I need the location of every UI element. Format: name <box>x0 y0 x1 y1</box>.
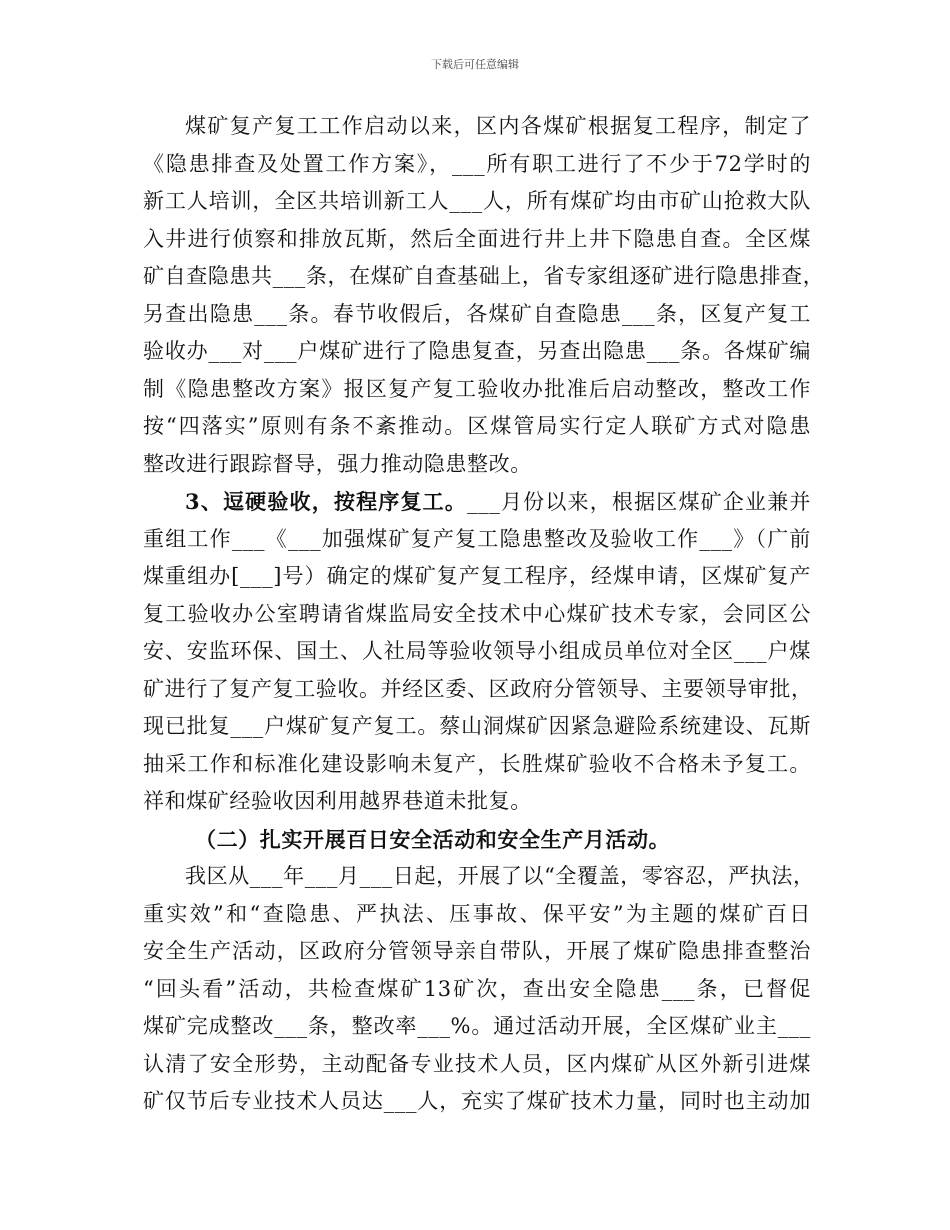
paragraph-line: “回头看”活动，共检查煤矿13矿次，查出安全隐患___条，已督促 <box>143 976 811 1001</box>
paragraph-line: 重组工作___《___加强煤矿复产复工隐患整改及验收工作___》（广前 <box>143 526 811 551</box>
paragraph-line: 制《隐患整改方案》报区复产复工验收办批准后启动整改，整改工作 <box>143 376 811 401</box>
paragraph-line: 安全生产活动，区政府分管领导亲自带队，开展了煤矿隐患排查整治 <box>143 939 811 963</box>
paragraph-line: 验收办___对___户煤矿进行了隐患复查，另查出隐患___条。各煤矿编 <box>143 339 811 363</box>
paragraph-line: 抽采工作和标准化建设影响未复产，长胜煤矿验收不合格未予复工。 <box>143 751 811 776</box>
paragraph-line: 复工验收办公室聘请省煤监局安全技术中心煤矿技术专家，会同区公 <box>143 601 811 626</box>
paragraph-line: 煤矿完成整改___条，整改率___%。通过活动开展，全区煤矿业主___ <box>143 1014 811 1038</box>
paragraph-line: 《隐患排查及处置工作方案》，___所有职工进行了不少于72学时的 <box>143 151 811 176</box>
paragraph-line <box>143 483 811 521</box>
paragraph-line: 矿进行了复产复工验收。并经区委、区政府分管领导、主要领导审批， <box>143 676 813 701</box>
paragraph-line: 祥和煤矿经验收因利用越界巷道未批复。 <box>143 789 532 813</box>
paragraph-line: 我区从___年___月___日起，开展了以“全覆盖，零容忍，严执法， <box>185 864 815 888</box>
paragraph-text: ___月份以来，根据区煤矿企业兼并 <box>467 490 811 514</box>
paragraph-line: 矿仅节后专业技术人员达___人，充实了煤矿技术力量，同时也主动加 <box>143 1089 811 1113</box>
paragraph-line: 煤矿复产复工工作启动以来，区内各煤矿根据复工程序，制定了 <box>185 114 811 138</box>
paragraph-line: 现已批复___户煤矿复产复工。蔡山洞煤矿因紧急避险系统建设、瓦斯 <box>143 714 811 738</box>
section-heading-inline: 3、逗硬验收，按程序复工。 <box>185 489 468 514</box>
paragraph-line: 新工人培训，全区共培训新工人___人，所有煤矿均由市矿山抢救大队 <box>143 189 811 213</box>
paragraph-line: 整改进行跟踪督导，强力推动隐患整改。 <box>143 451 532 476</box>
section-heading: （二）扎实开展百日安全活动和安全生产月活动。 <box>195 826 671 852</box>
paragraph-line: 煤重组办[___]号）确定的煤矿复产复工程序，经煤申请，区煤矿复产 <box>143 564 811 588</box>
document-body <box>143 108 825 1121</box>
paragraph-line: 按“四落实”原则有条不紊推动。区煤管局实行定人联矿方式对隐患 <box>143 414 811 438</box>
page-header: 下载后可任意编辑 <box>431 58 519 71</box>
paragraph-line: 另查出隐患___条。春节收假后，各煤矿自查隐患___条，区复产复工 <box>143 301 811 326</box>
paragraph-line: 认清了安全形势，主动配备专业技术人员，区内煤矿从区外新引进煤 <box>143 1051 811 1076</box>
paragraph-line: 入井进行侦察和排放瓦斯，然后全面进行井上井下隐患自查。全区煤 <box>143 226 811 251</box>
paragraph-line: 安、安监环保、国土、人社局等验收领导小组成员单位对全区___户煤 <box>143 639 811 663</box>
paragraph-line: 矿自查隐患共___条，在煤矿自查基础上，省专家组逐矿进行隐患排查， <box>143 264 825 288</box>
paragraph-line: 重实效”和“查隐患、严执法、压事故、保平安”为主题的煤矿百日 <box>143 901 811 926</box>
